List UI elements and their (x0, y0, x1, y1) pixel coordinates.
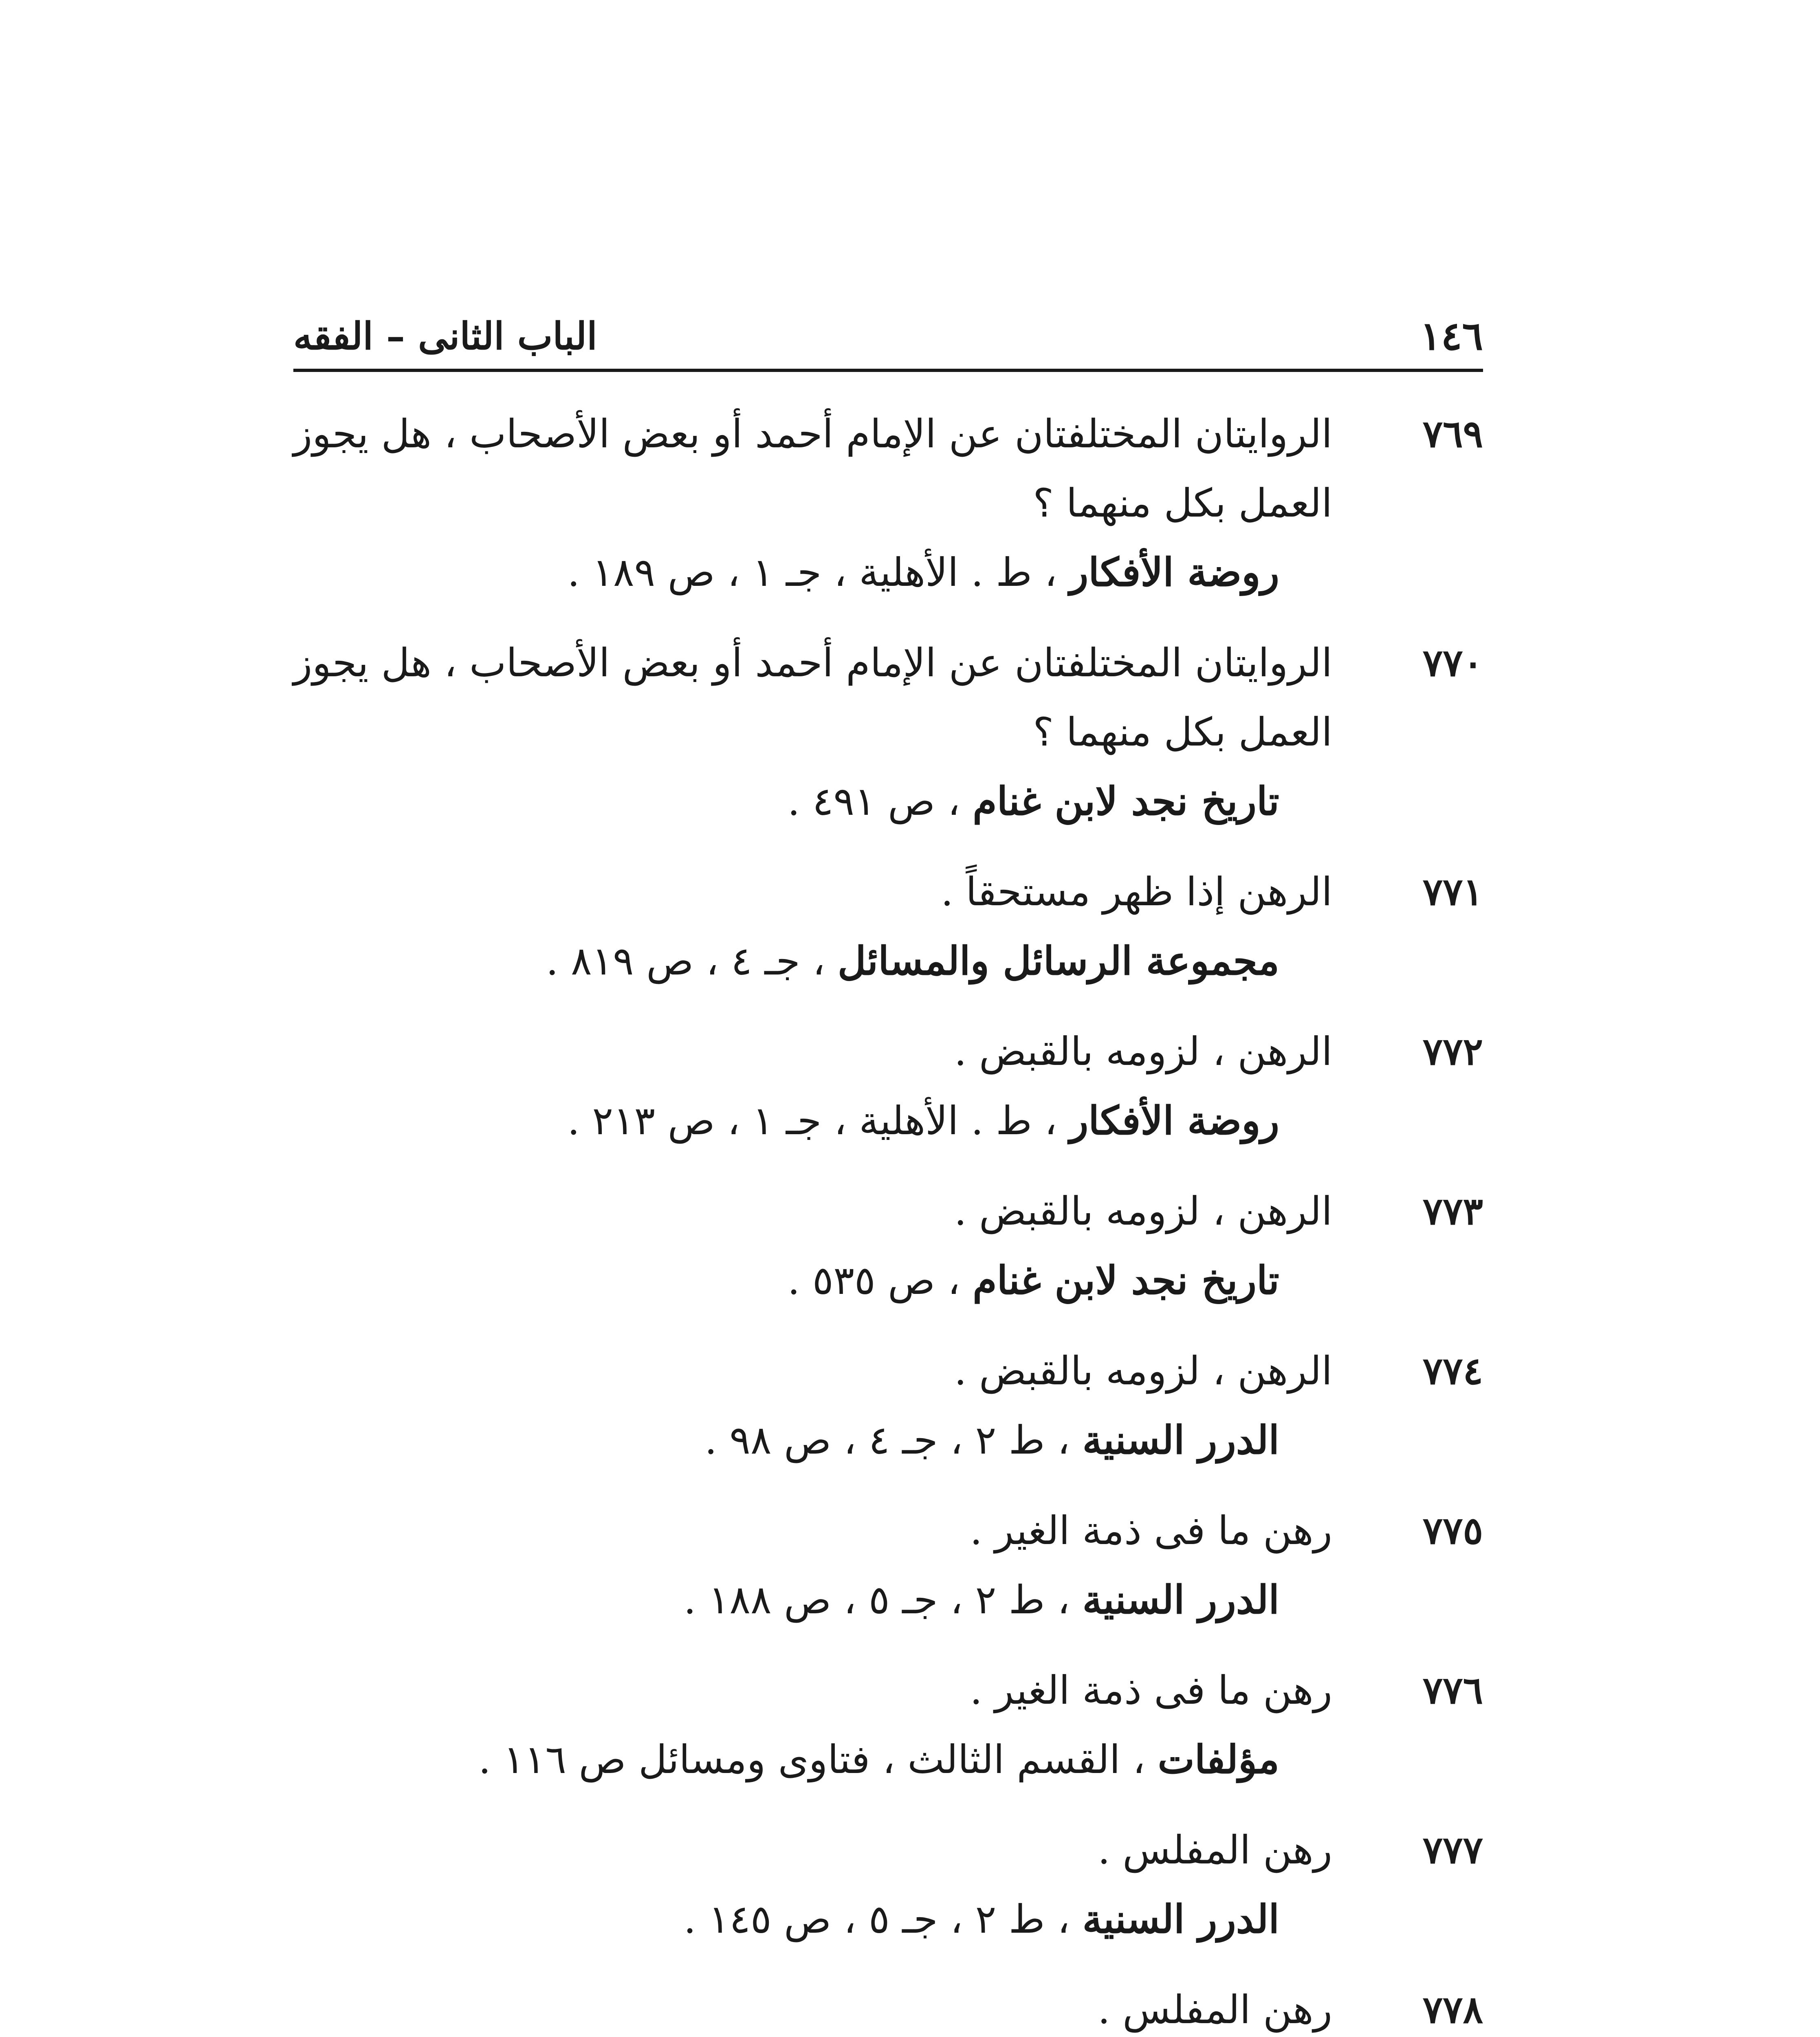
entry-number: ٧٧١ (1422, 870, 1483, 914)
header-divider (293, 369, 1483, 372)
entry-title: الروايتان المختلفتان عن الإمام أحمد أو بعض الأصحاب ، هل يجوز العمل بكل منهما ؟ (293, 640, 1333, 755)
source-name: مؤلفات (1158, 1736, 1279, 1782)
entry-number: ٧٧٣ (1422, 1189, 1483, 1233)
entry-source (293, 926, 1279, 996)
entry-773 (293, 1177, 1483, 1315)
source-name: تاريخ نجد لابن غنام (973, 1257, 1279, 1303)
source-name: روضة الأفكار (1069, 549, 1279, 595)
entry-770 (293, 628, 1483, 836)
entry-number: ٧٧٢ (1422, 1029, 1483, 1073)
entry-771 (293, 857, 1483, 996)
entry-776 (293, 1656, 1483, 1794)
entry-list (293, 399, 1483, 2037)
entry-source (293, 538, 1279, 607)
entry-source (293, 767, 1279, 836)
entry-number: ٧٧٨ (1422, 1988, 1483, 2032)
entry-title: رهن المفلس . (1098, 1987, 1332, 2033)
source-detail: ، ص ٥٣٥ . (787, 1258, 973, 1303)
source-name: الدرر السنية (1082, 1577, 1279, 1623)
entry-number: ٧٧٠ (1422, 641, 1483, 685)
source-detail: ، ط ٢ ، جـ ٥ ، ص ١٨٨ . (683, 1577, 1083, 1623)
page-header (293, 314, 1483, 363)
entry-title: الروايتان المختلفتان عن الإمام أحمد أو بعض الأصحاب ، هل يجوز العمل بكل منهما ؟ (293, 411, 1333, 526)
entry-number: ٧٧٤ (1422, 1349, 1483, 1393)
entry-772 (293, 1017, 1483, 1155)
entry-number: ٧٧٧ (1422, 1828, 1483, 1872)
entry-number: ٧٧٦ (1422, 1668, 1483, 1712)
entry-source (293, 1885, 1279, 1954)
source-detail: ، ط ٢ ، جـ ٥ ، ص ١٤٥ . (683, 1896, 1083, 1942)
entry-774 (293, 1336, 1483, 1475)
entry-title: رهن المفلس . (1098, 1827, 1332, 1873)
source-name: الدرر السنية (1082, 1417, 1279, 1463)
entry-source (293, 1246, 1279, 1315)
entry-778 (293, 1975, 1483, 2037)
entry-title: الرهن إذا ظهر مستحقاً . (941, 869, 1332, 915)
entry-title: الرهن ، لزومه بالقبض . (954, 1348, 1332, 1394)
entry-title: رهن ما فى ذمة الغير . (970, 1508, 1332, 1553)
entry-775 (293, 1496, 1483, 1634)
entry-769 (293, 399, 1483, 607)
entry-number: ٧٧٥ (1422, 1509, 1483, 1553)
source-name: الدرر السنية (1082, 1896, 1279, 1942)
running-title: الباب الثانى – الفقه (293, 314, 597, 358)
entry-title: الرهن ، لزومه بالقبض . (954, 1029, 1332, 1074)
source-name: تاريخ نجد لابن غنام (973, 778, 1279, 824)
entry-source (293, 1565, 1279, 1634)
source-detail: ، جـ ٤ ، ص ٨١٩ . (546, 938, 838, 984)
entry-source (293, 1406, 1279, 1475)
entry-777 (293, 1815, 1483, 1954)
source-detail: ، ط ٢ ، جـ ٤ ، ص ٩٨ . (704, 1417, 1083, 1463)
source-detail: ، ط . الأهلية ، جـ ١ ، ص ٢١٣ . (567, 1098, 1070, 1144)
entry-source (293, 1086, 1279, 1155)
source-detail: ، ط . الأهلية ، جـ ١ ، ص ١٨٩ . (567, 550, 1070, 595)
source-name: روضة الأفكار (1069, 1098, 1279, 1144)
entry-title: رهن ما فى ذمة الغير . (970, 1667, 1332, 1713)
source-detail: ، القسم الثالث ، فتاوى ومسائل ص ١١٦ . (478, 1737, 1158, 1782)
entry-title: الرهن ، لزومه بالقبض . (954, 1188, 1332, 1234)
entry-number: ٧٦٩ (1422, 412, 1483, 456)
source-name: مجموعة الرسائل والمسائل (837, 938, 1279, 984)
page-number: ١٤٦ (1420, 313, 1483, 359)
source-detail: ، ص ٤٩١ . (787, 779, 973, 824)
entry-source (293, 1725, 1279, 1794)
